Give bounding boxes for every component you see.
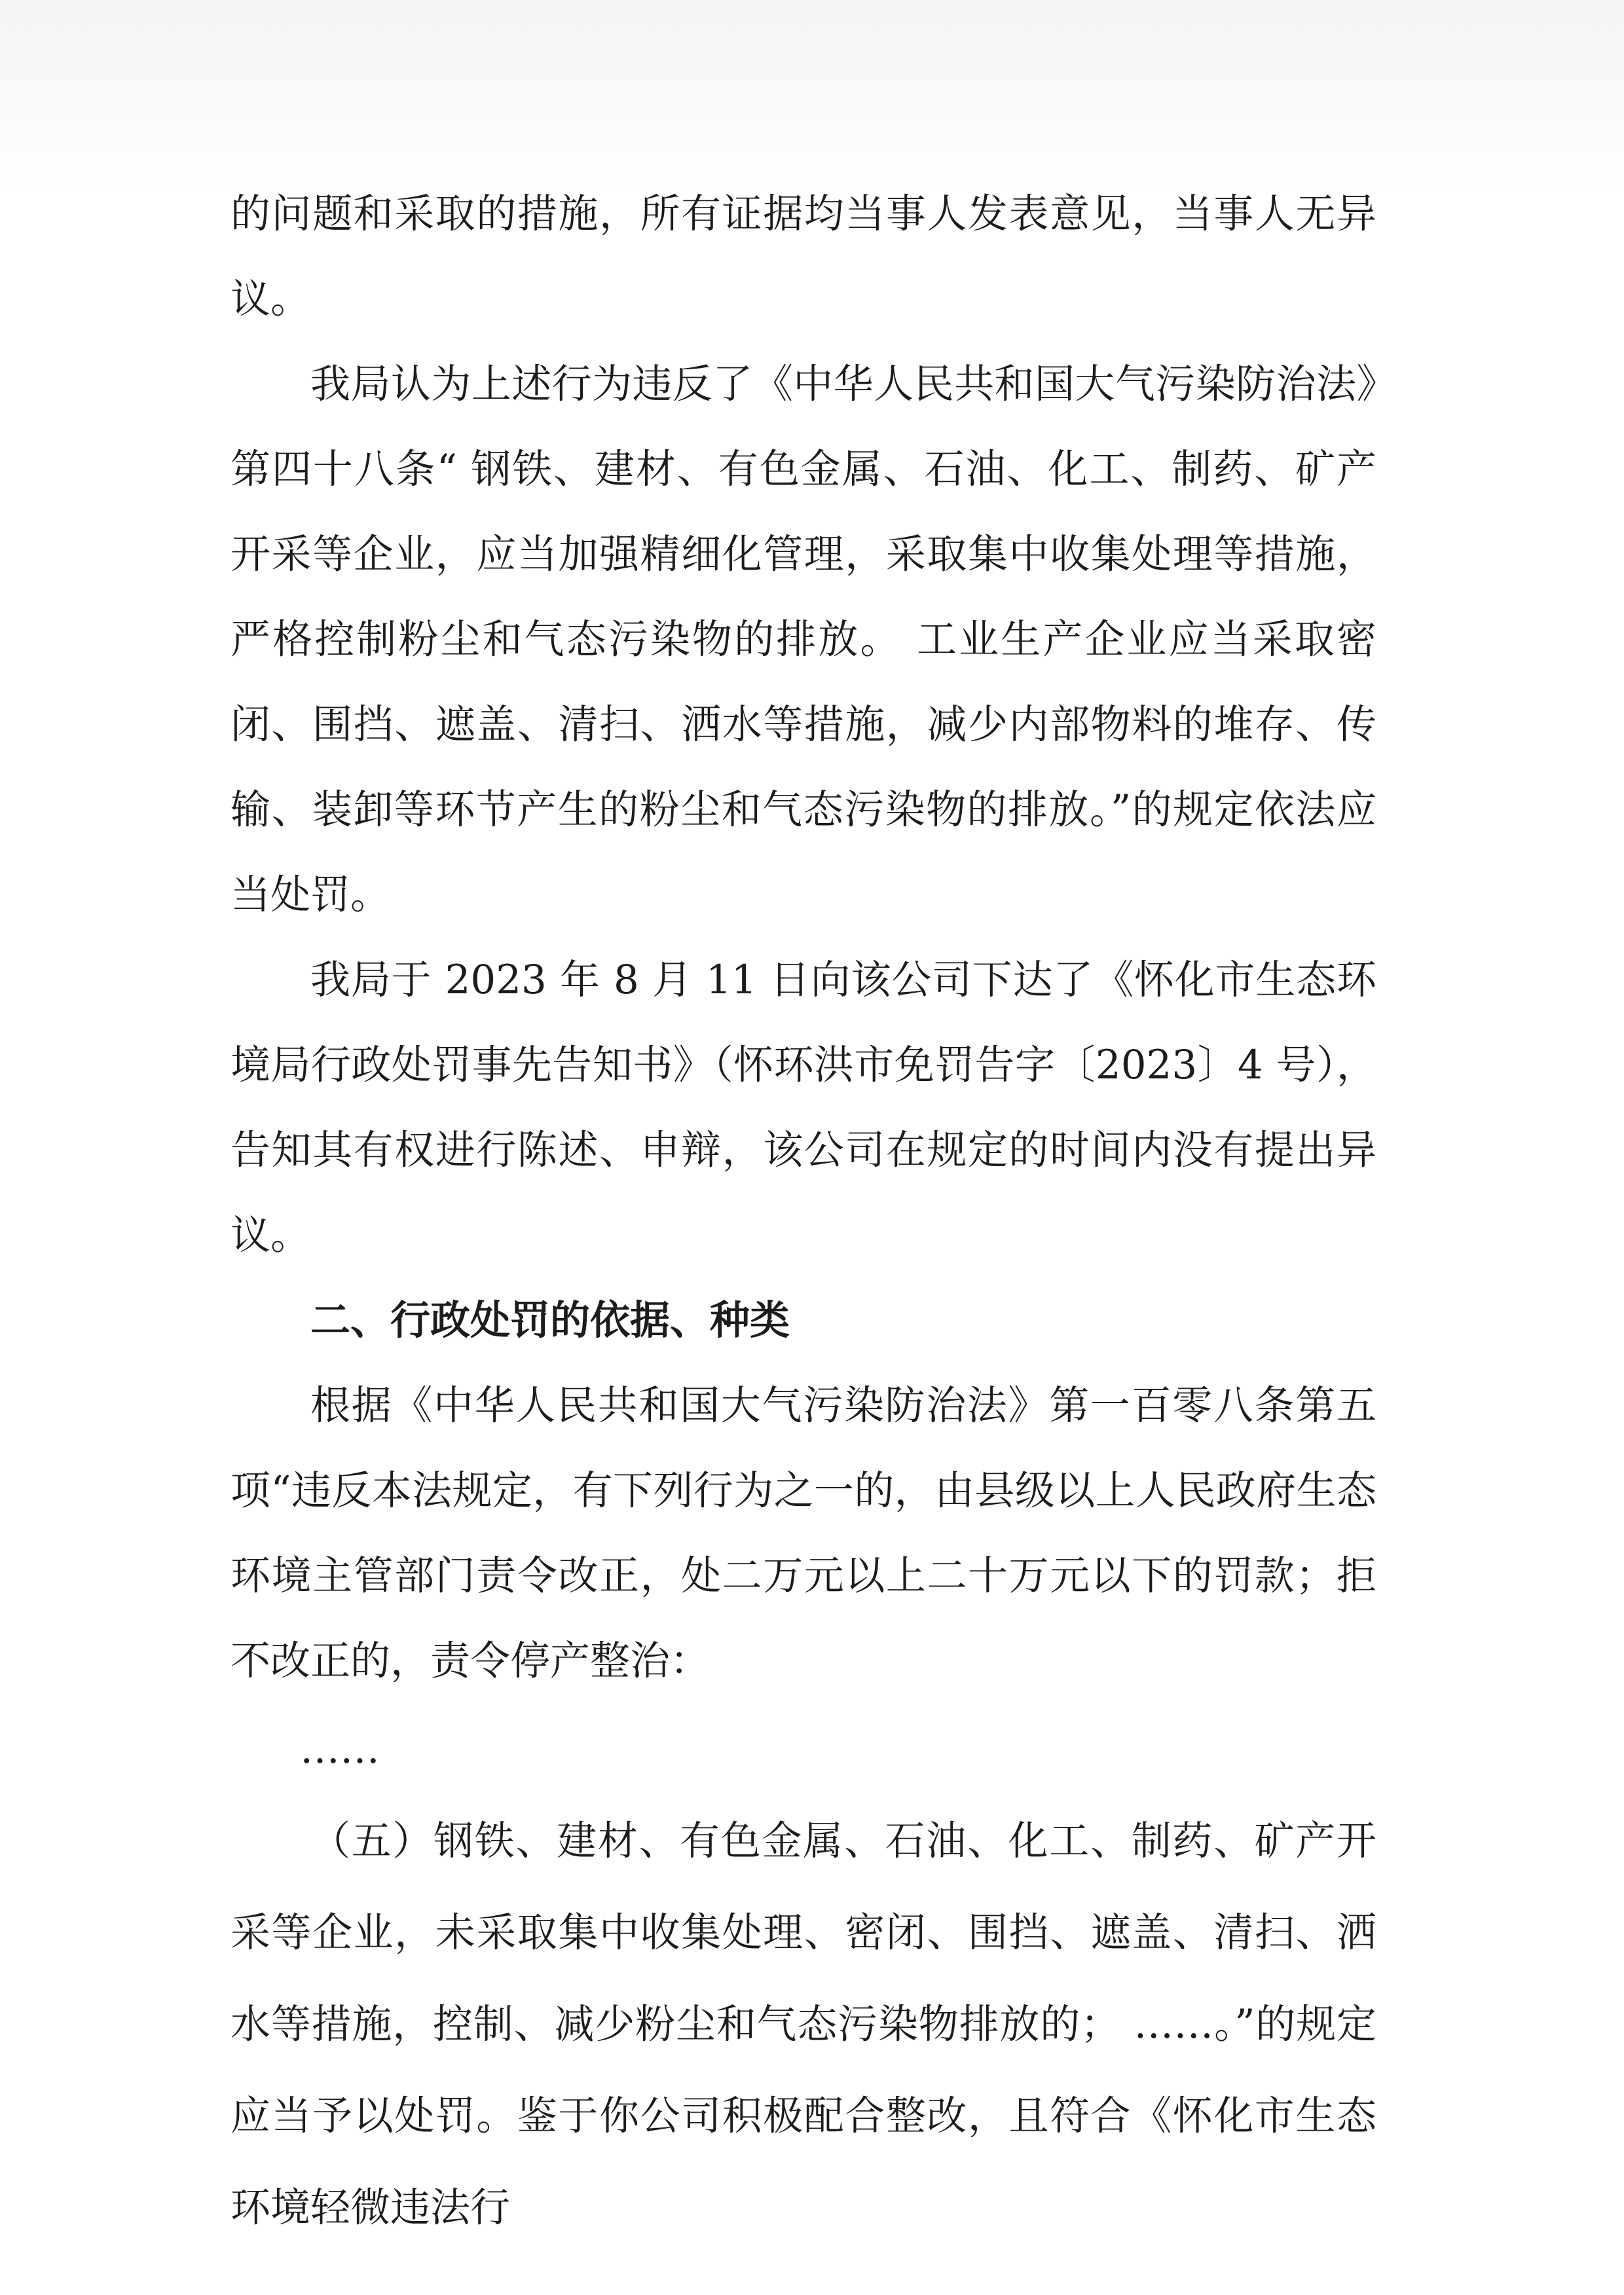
paragraph-prior-notice: 我局于 2023 年 8 月 11 日向该公司下达了《怀化市生态环境局行政处罚事先告知书》（怀环洪市免罚告字〔2023〕4 号），告知其有权进行陈述、申辩，该公司在规定的时间内没有提出异议。 (231, 957, 1376, 1258)
paragraph-legal-basis: 根据《中华人民共和国大气污染防治法》第一百零八条第五项“违反本法规定，有下列行为之一的，由县级以上人民政府生态环境主管部门责令改正，处二万元以上二十万元以下的罚款；拒不改正的，责令停产整治： (231, 1382, 1376, 1684)
ellipsis-line: …… (300, 1726, 380, 1772)
scan-shadow (0, 0, 1624, 196)
document-body (231, 172, 1376, 2254)
paragraph-violation-finding: 我局认为上述行为违反了《中华人民共和国大气污染防治法》第四十八条“ 钢铁、建材、有色金属、石油、化工、制药、矿产开采等企业，应当加强精细化管理，采取集中收集处理等措施，严格控制粉尘和气态污染物的排放。 工业生产企业应当采取密闭、围挡、遮盖、清扫、洒水等措施，减少内部物料的堆存、传输、装卸等环节产生的粉尘和气态污染物的排放。”的规定依法应当处罚。 (231, 361, 1376, 918)
paragraph-evidence-continuation: 的问题和采取的措施，所有证据均当事人发表意见，当事人无异议。 (231, 191, 1376, 322)
section-heading-penalty-basis: 二、行政处罚的依据、种类 (310, 1297, 790, 1344)
paragraph-item-five: （五）钢铁、建材、有色金属、石油、化工、制药、矿产开采等企业，未采取集中收集处理、密闭、围挡、遮盖、清扫、洒水等措施，控制、减少粉尘和气态污染物排放的； ……。”的规定应当予以处罚。鉴于你公司积极配合整改，且符合《怀化市生态环境轻微违法行 (231, 1818, 1376, 2231)
